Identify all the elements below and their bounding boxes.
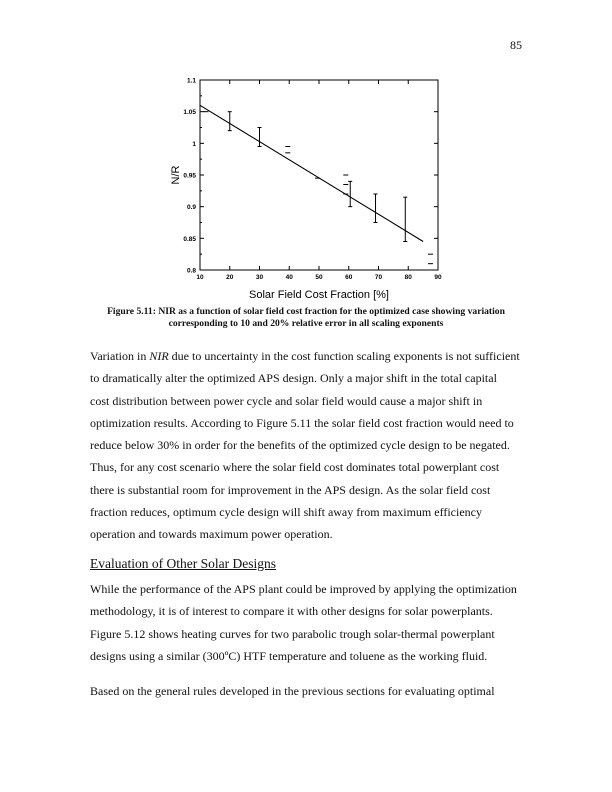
text-line: operation and towards maximum power operation. xyxy=(90,527,333,542)
x-axis-label: Solar Field Cost Fraction [%] xyxy=(249,289,389,301)
paragraph-general-rules xyxy=(90,680,530,702)
x-tick-label: 90 xyxy=(434,274,442,281)
plot-frame xyxy=(200,80,438,270)
text-line: designs using a similar (300ºC) HTF temperature and toluene as the working fluid. xyxy=(90,648,488,663)
text-line: fraction reduces, optimum cycle design will shift away from maximum efficiency xyxy=(90,505,482,520)
text-line: optimization results. According to Figure 5.11 the solar field cost fraction would need to xyxy=(90,415,514,430)
y-tick-label: 1 xyxy=(192,140,196,148)
text-line: Thus, for any cost scenario where the solar field cost dominates total powerplant cost xyxy=(90,460,500,475)
section-heading: Evaluation of Other Solar Designs xyxy=(90,556,276,571)
caption-line: corresponding to 10 and 20% relative error in all scaling exponents xyxy=(168,317,444,329)
figure-nir-chart xyxy=(168,70,448,306)
chart-svg xyxy=(168,70,448,306)
y-tick-label: 0.85 xyxy=(183,235,196,243)
y-tick-label: 0.95 xyxy=(183,172,196,180)
text-line: there is substantial room for improvement in the APS design. As the solar field cost xyxy=(90,482,491,497)
x-tick-label: 60 xyxy=(345,274,353,281)
text-line: reduce below 30% in order for the benefits of the optimized cycle design to be negated. xyxy=(90,438,510,453)
text-line: While the performance of the APS plant could be improved by applying the optimization xyxy=(90,582,517,596)
y-tick-label: 1.1 xyxy=(186,77,196,85)
page-number: 85 xyxy=(510,38,522,52)
text-line: Figure 5.12 shows heating curves for two parabolic trough solar-thermal powerplant xyxy=(90,626,495,641)
y-tick-label: 0.9 xyxy=(186,204,196,212)
trend-line xyxy=(200,105,423,241)
caption-line: Figure 5.11: NIR as a function of solar field cost fraction for the optimized case showing variation xyxy=(107,306,505,317)
text-line: cost distribution between power cycle and solar field would cause a major shift in xyxy=(90,393,483,408)
x-tick-label: 40 xyxy=(285,274,293,281)
y-axis-label: N/R xyxy=(170,165,182,185)
paragraph-nir-variation xyxy=(90,345,530,546)
text-line: methodology, it is of interest to compare it with other designs for solar powerplants. xyxy=(90,604,493,619)
text-line: Based on the general rules developed in the previous sections for evaluating optimal xyxy=(90,684,495,698)
x-tick-label: 30 xyxy=(255,274,264,281)
x-tick-label: 50 xyxy=(315,274,323,281)
text-line: to dramatically alter the optimized APS design. Only a major shift in the total capital xyxy=(90,371,497,386)
y-tick-label: 0.8 xyxy=(186,267,196,275)
x-tick-label: 70 xyxy=(374,274,383,281)
x-tick-label: 80 xyxy=(404,274,412,281)
paragraph-other-designs xyxy=(90,578,530,667)
x-tick-label: 20 xyxy=(226,274,234,281)
x-tick-label: 10 xyxy=(196,274,204,281)
text-line: Variation in NIR due to uncertainty in the cost function scaling exponents is not sufficient xyxy=(90,349,520,363)
y-tick-label: 1.05 xyxy=(183,109,196,117)
figure-caption xyxy=(90,306,522,329)
